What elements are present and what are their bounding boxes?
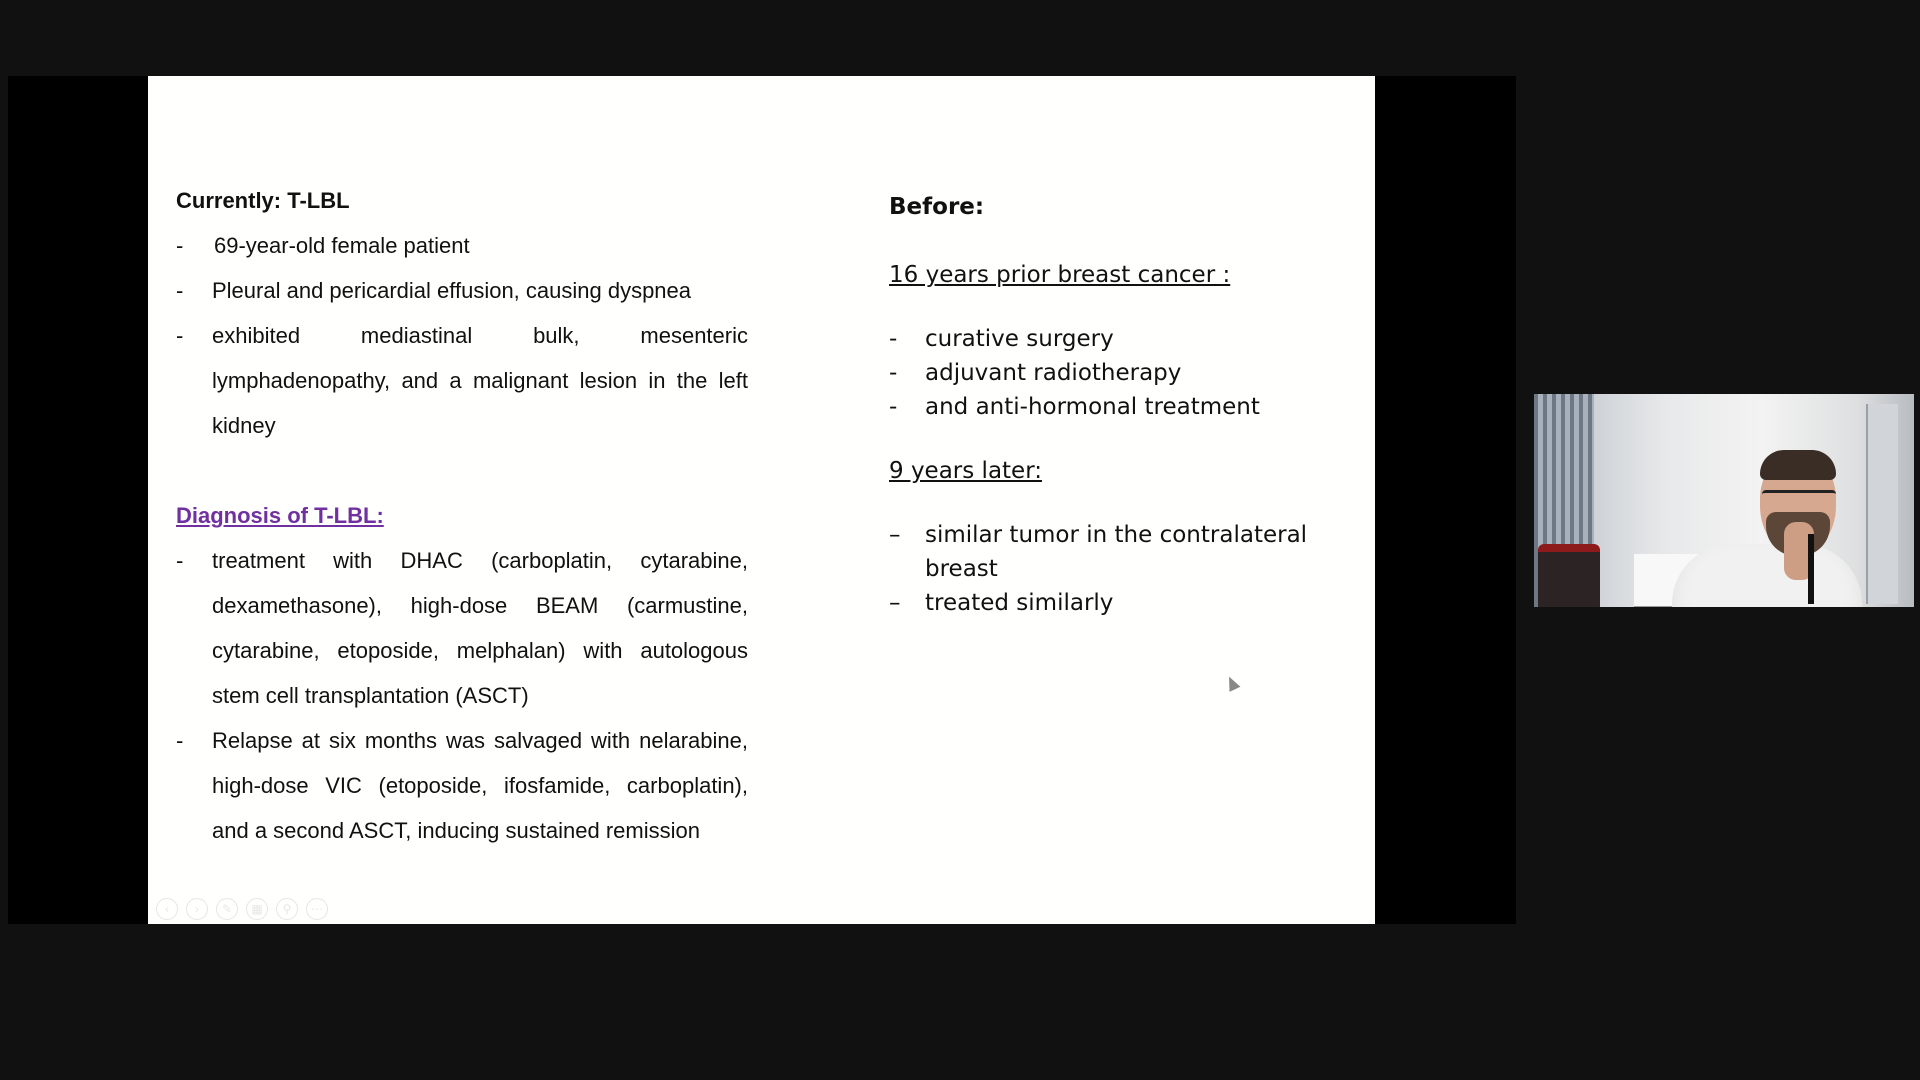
bullet-dash: -	[176, 233, 184, 258]
slide-left-column	[176, 178, 748, 853]
bullet-dash: -	[176, 278, 184, 303]
chair	[1538, 544, 1600, 607]
presentation-slide	[148, 76, 1375, 924]
presenter-shirt	[1672, 544, 1862, 607]
list-item	[889, 322, 1349, 356]
bullet-effusion	[176, 268, 748, 313]
presenter-glasses	[1762, 490, 1836, 509]
slides-grid-icon[interactable]: ▦	[246, 898, 268, 920]
later-heading: 9 years later:	[889, 458, 1043, 484]
bullet-text: Relapse at six months was salvaged with nelarabine, high-dose VIC (etoposide, ifosfamide, carboplatin), and a second ASCT, inducing sustained remission	[212, 728, 748, 843]
item-dash: -	[889, 326, 898, 352]
bullet-relapse	[176, 718, 748, 853]
bullet-text: treatment with DHAC (carboplatin, cytarabine, dexamethasone), high-dose BEAM (carmustine, cytarabine, etoposide, melphalan) with autologous stem cell transplantation (ASCT)	[212, 548, 748, 708]
microphone-icon	[1808, 534, 1814, 604]
list-item	[889, 586, 1349, 620]
item-dash: –	[889, 590, 901, 616]
bullet-dash: -	[176, 548, 184, 573]
bullet-text: exhibited mediastinal bulk, mesenteric lymphadenopathy, and a malignant lesion in the left kidney	[212, 323, 748, 438]
next-slide-icon[interactable]: ›	[186, 898, 208, 920]
item-text: curative surgery	[925, 326, 1114, 352]
item-dash: –	[889, 522, 901, 548]
list-item	[889, 518, 1349, 586]
bullet-findings	[176, 313, 748, 448]
later-list	[889, 518, 1349, 620]
item-text: similar tumor in the contralateral breast	[925, 522, 1308, 582]
bullet-text: Pleural and pericardial effusion, causing dyspnea	[212, 278, 692, 303]
pen-icon[interactable]: ✎	[216, 898, 238, 920]
zoom-icon[interactable]: ⚲	[276, 898, 298, 920]
slideshow-toolbar	[156, 898, 328, 920]
breast-cancer-list	[889, 322, 1349, 424]
diagnosis-heading: Diagnosis of T-LBL:	[176, 503, 384, 528]
item-dash: -	[889, 360, 898, 386]
item-dash: -	[889, 394, 898, 420]
previous-slide-icon[interactable]: ‹	[156, 898, 178, 920]
mouse-cursor-icon	[1224, 674, 1241, 692]
item-text: adjuvant radiotherapy	[925, 360, 1182, 386]
before-heading: Before:	[889, 194, 985, 220]
breast-cancer-heading: 16 years prior breast cancer :	[889, 262, 1231, 288]
bullet-text: 69-year-old female patient	[214, 233, 470, 258]
door	[1866, 404, 1898, 604]
list-item	[889, 390, 1349, 424]
presenter-webcam-video[interactable]	[1534, 394, 1914, 607]
bullet-dash: -	[176, 728, 184, 753]
item-text: and anti-hormonal treatment	[925, 394, 1260, 420]
current-diagnosis-heading: Currently: T-LBL	[176, 188, 350, 213]
list-item	[889, 356, 1349, 390]
bullet-treatment	[176, 538, 748, 718]
bullet-dash: -	[176, 323, 184, 348]
presenter-hair	[1760, 450, 1836, 480]
more-options-icon[interactable]: ⋯	[306, 898, 328, 920]
bullet-patient	[176, 223, 748, 268]
item-text: treated similarly	[925, 590, 1114, 616]
slide-right-column	[889, 186, 1349, 620]
